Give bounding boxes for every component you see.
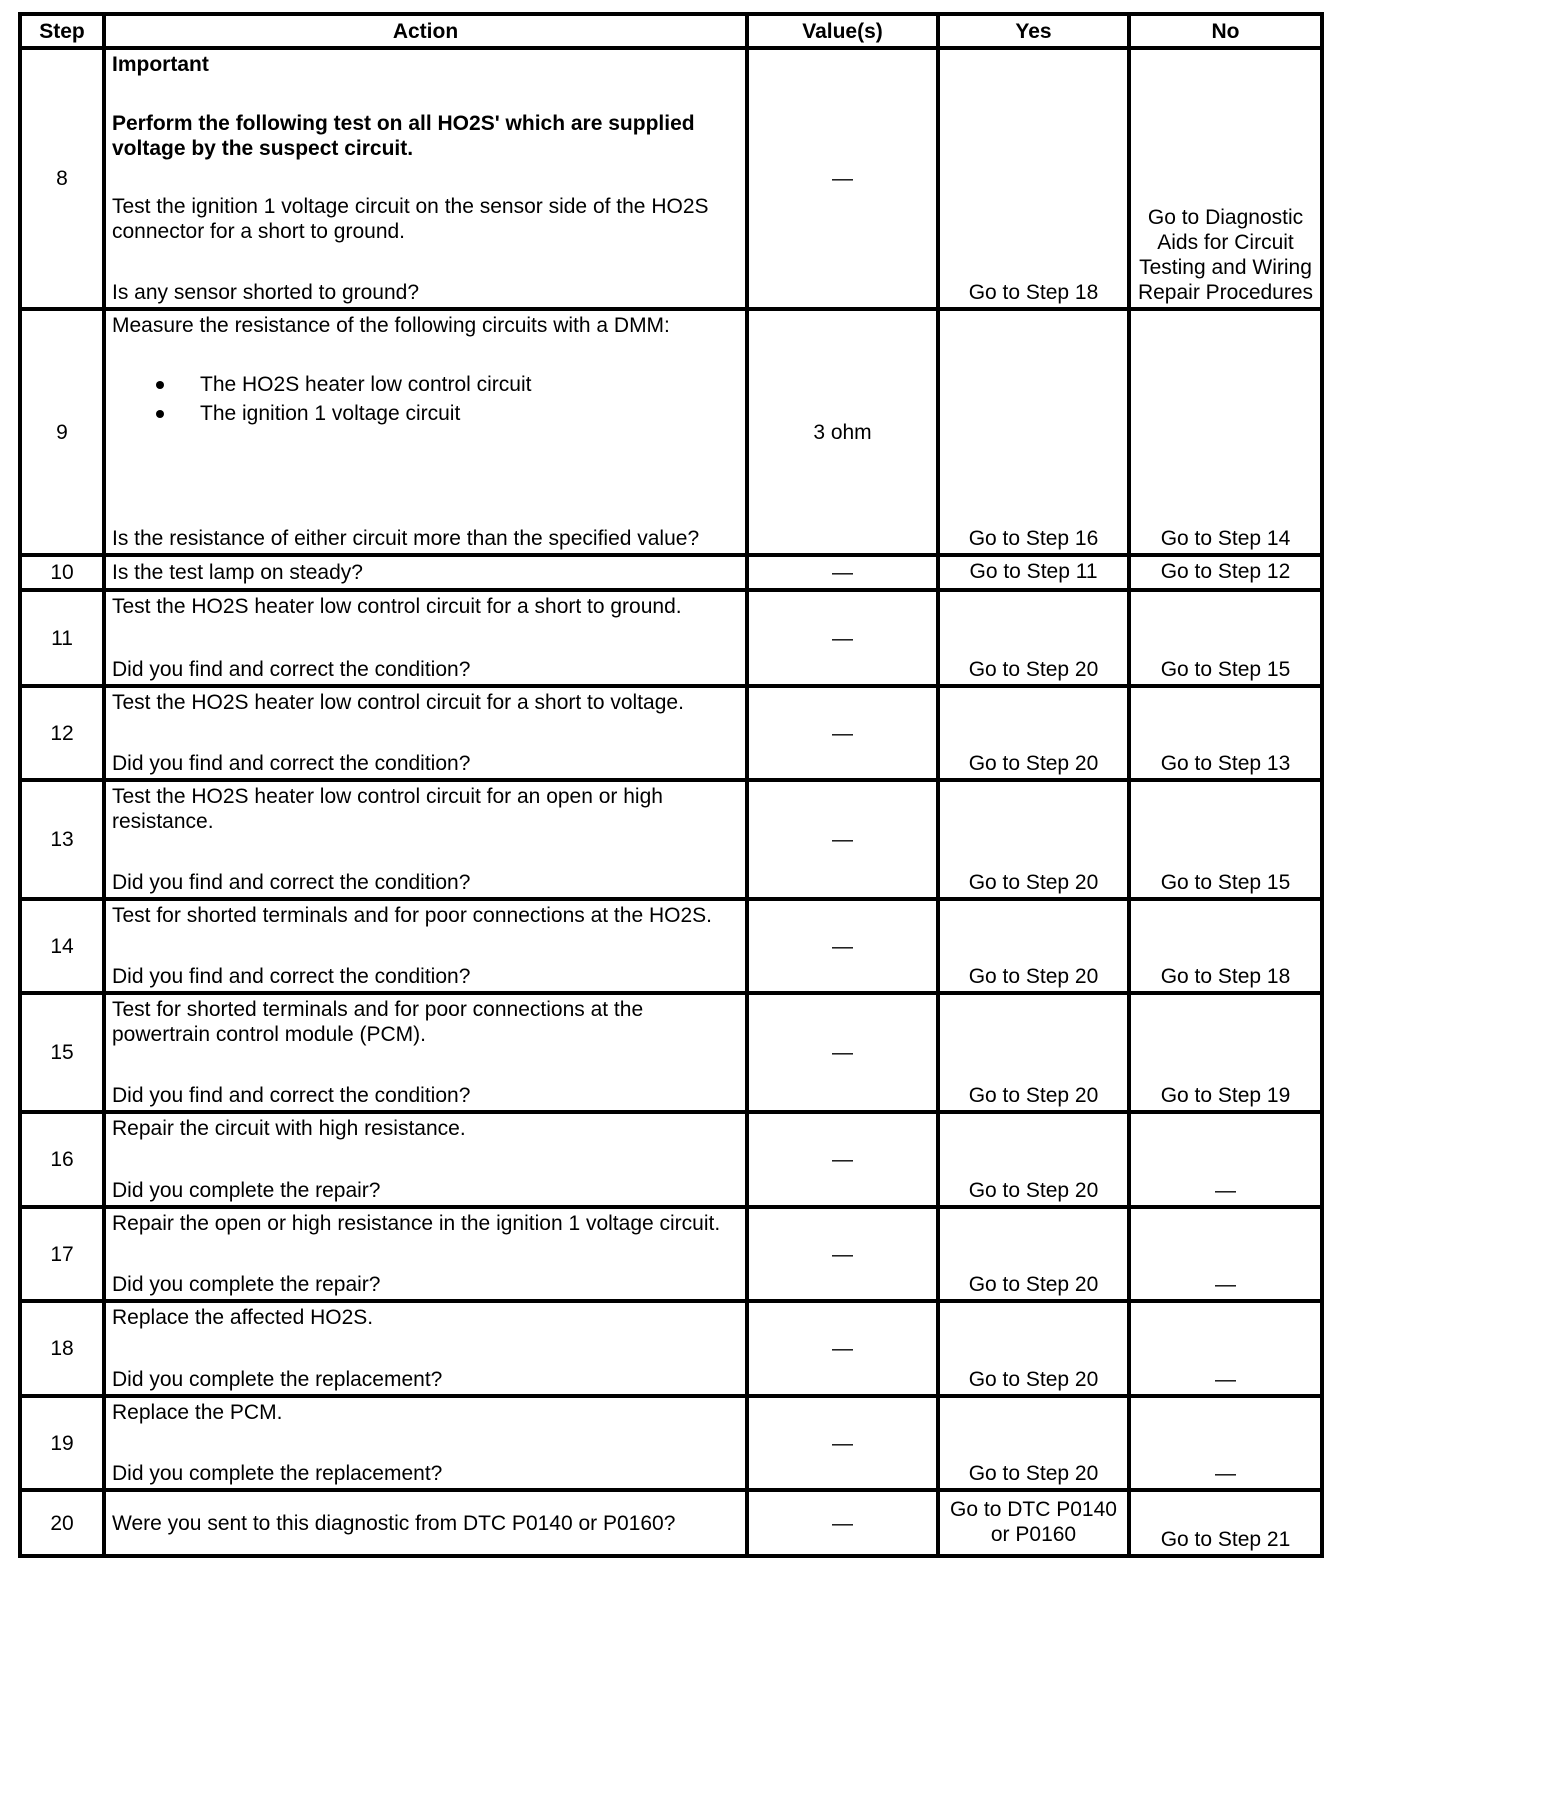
action-text: Replace the affected HO2S. <box>112 1306 374 1329</box>
no-link[interactable]: Go to Step 15 <box>1129 780 1322 899</box>
no-link[interactable]: Go to Diagnostic Aids for Circuit Testing and Wiring Repair Procedures <box>1129 48 1322 309</box>
action-text: Test the HO2S heater low control circuit for a short to voltage. <box>112 691 684 714</box>
yes-link[interactable]: Go to Step 20 <box>938 590 1129 686</box>
no-link[interactable]: Go to Step 18 <box>1129 899 1322 993</box>
action-cell <box>104 1207 747 1301</box>
list-item <box>152 401 739 426</box>
question-text: Did you find and correct the condition? <box>112 871 471 894</box>
no-value: — <box>1129 1396 1322 1490</box>
value-cell: — <box>747 1396 938 1490</box>
step-number: 14 <box>20 899 104 993</box>
no-link[interactable]: Go to Step 13 <box>1129 686 1322 780</box>
table-row-step-15 <box>20 993 1322 1112</box>
yes-link[interactable]: Go to DTC P0140 or P0160 <box>938 1490 1129 1556</box>
table-row-step-13 <box>20 780 1322 899</box>
action-text: Test the ignition 1 voltage circuit on the sensor side of the HO2S connector for a short to ground. <box>112 195 709 243</box>
value-cell: — <box>747 590 938 686</box>
action-cell <box>104 1490 747 1556</box>
table-row-step-8 <box>20 48 1322 309</box>
no-link[interactable]: Go to Step 12 <box>1129 555 1322 590</box>
question-text: Were you sent to this diagnostic from DTC P0140 or P0160? <box>112 1511 676 1535</box>
action-cell <box>104 1301 747 1396</box>
action-cell <box>104 1112 747 1207</box>
question-text: Is any sensor shorted to ground? <box>112 281 420 304</box>
step-number: 8 <box>20 48 104 309</box>
yes-link[interactable]: Go to Step 20 <box>938 780 1129 899</box>
question-text: Did you complete the replacement? <box>112 1368 443 1391</box>
question-text: Did you complete the replacement? <box>112 1462 443 1485</box>
action-text: Measure the resistance of the following circuits with a DMM: <box>112 314 670 337</box>
action-text: Replace the PCM. <box>112 1401 283 1424</box>
step-number: 9 <box>20 309 104 555</box>
table-row-step-10 <box>20 555 1322 590</box>
question-text: Is the resistance of either circuit more than the specified value? <box>112 527 700 550</box>
question-text: Did you complete the repair? <box>112 1273 381 1296</box>
value-cell: — <box>747 48 938 309</box>
bullet-icon <box>156 410 164 418</box>
step-number: 16 <box>20 1112 104 1207</box>
list-item-text: The HO2S heater low control circuit <box>200 373 532 396</box>
list-item-text: The ignition 1 voltage circuit <box>200 402 461 425</box>
action-cell <box>104 780 747 899</box>
value-cell: — <box>747 1301 938 1396</box>
action-cell <box>104 309 747 555</box>
action-cell <box>104 590 747 686</box>
action-cell <box>104 899 747 993</box>
table-row-step-16 <box>20 1112 1322 1207</box>
action-cell <box>104 686 747 780</box>
table-header-row <box>20 14 1322 48</box>
no-link[interactable]: Go to Step 14 <box>1129 309 1322 555</box>
diagnostic-table <box>18 12 1324 1558</box>
yes-link[interactable]: Go to Step 16 <box>938 309 1129 555</box>
step-number: 11 <box>20 590 104 686</box>
step-number: 15 <box>20 993 104 1112</box>
question-text: Did you complete the repair? <box>112 1179 381 1202</box>
action-cell <box>104 48 747 309</box>
step-number: 17 <box>20 1207 104 1301</box>
step-number: 10 <box>20 555 104 590</box>
value-cell: — <box>747 1207 938 1301</box>
table-row-step-17 <box>20 1207 1322 1301</box>
header-values: Value(s) <box>747 14 938 48</box>
table-row-step-18 <box>20 1301 1322 1396</box>
yes-link[interactable]: Go to Step 18 <box>938 48 1129 309</box>
value-cell: — <box>747 993 938 1112</box>
step-number: 18 <box>20 1301 104 1396</box>
question-text: Did you find and correct the condition? <box>112 658 471 681</box>
header-no: No <box>1129 14 1322 48</box>
step-number: 12 <box>20 686 104 780</box>
table-row-step-14 <box>20 899 1322 993</box>
yes-link[interactable]: Go to Step 20 <box>938 993 1129 1112</box>
yes-link[interactable]: Go to Step 20 <box>938 899 1129 993</box>
action-cell <box>104 555 747 590</box>
table-row-step-20 <box>20 1490 1322 1556</box>
header-step: Step <box>20 14 104 48</box>
circuit-list <box>112 372 739 426</box>
step-number: 19 <box>20 1396 104 1490</box>
table-row-step-11 <box>20 590 1322 686</box>
no-link[interactable]: Go to Step 15 <box>1129 590 1322 686</box>
action-cell <box>104 1396 747 1490</box>
value-cell: — <box>747 899 938 993</box>
value-cell: — <box>747 555 938 590</box>
value-cell: — <box>747 780 938 899</box>
action-cell <box>104 993 747 1112</box>
yes-link[interactable]: Go to Step 20 <box>938 1112 1129 1207</box>
header-action: Action <box>104 14 747 48</box>
action-text: Test for shorted terminals and for poor connections at the HO2S. <box>112 904 712 927</box>
important-label: Important <box>112 53 209 76</box>
value-cell: — <box>747 1490 938 1556</box>
value-cell: 3 ohm <box>747 309 938 555</box>
step-number: 13 <box>20 780 104 899</box>
action-text: Test for shorted terminals and for poor connections at the powertrain control module (PCM). <box>112 998 644 1046</box>
question-text: Did you find and correct the condition? <box>112 752 471 775</box>
yes-link[interactable]: Go to Step 11 <box>938 555 1129 590</box>
yes-link[interactable]: Go to Step 20 <box>938 1207 1129 1301</box>
table-row-step-19 <box>20 1396 1322 1490</box>
action-text: Repair the open or high resistance in the ignition 1 voltage circuit. <box>112 1212 721 1235</box>
no-value: — <box>1129 1301 1322 1396</box>
value-cell: — <box>747 1112 938 1207</box>
action-text: Test the HO2S heater low control circuit for a short to ground. <box>112 595 682 618</box>
step-number: 20 <box>20 1490 104 1556</box>
no-value: — <box>1129 1112 1322 1207</box>
question-text: Did you find and correct the condition? <box>112 965 471 988</box>
no-value: — <box>1129 1207 1322 1301</box>
important-text: Perform the following test on all HO2S' which are supplied voltage by the suspect circuit. <box>112 112 695 160</box>
table-row-step-9 <box>20 309 1322 555</box>
list-item <box>152 372 739 397</box>
table-row-step-12 <box>20 686 1322 780</box>
no-link[interactable]: Go to Step 21 <box>1129 1490 1322 1556</box>
question-text: Did you find and correct the condition? <box>112 1084 471 1107</box>
action-text: Repair the circuit with high resistance. <box>112 1117 466 1140</box>
bullet-icon <box>156 381 164 389</box>
yes-link[interactable]: Go to Step 20 <box>938 1301 1129 1396</box>
no-link[interactable]: Go to Step 19 <box>1129 993 1322 1112</box>
yes-link[interactable]: Go to Step 20 <box>938 686 1129 780</box>
header-yes: Yes <box>938 14 1129 48</box>
question-text: Is the test lamp on steady? <box>112 561 363 584</box>
yes-link[interactable]: Go to Step 20 <box>938 1396 1129 1490</box>
action-text: Test the HO2S heater low control circuit for an open or high resistance. <box>112 785 663 833</box>
value-cell: — <box>747 686 938 780</box>
